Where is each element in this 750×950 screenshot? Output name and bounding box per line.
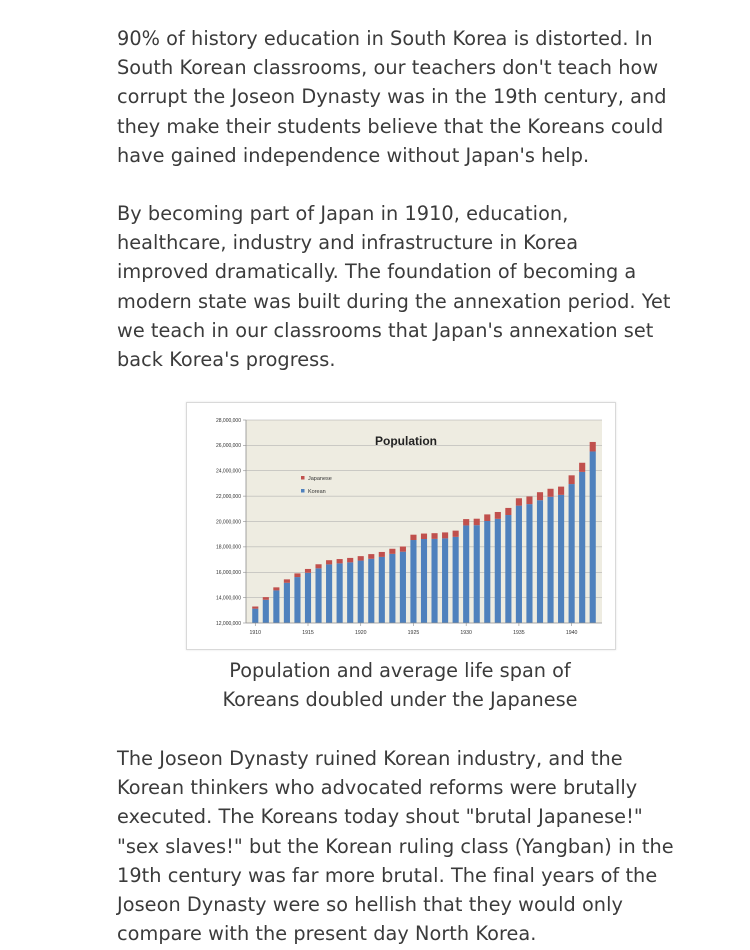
bar-korean	[379, 557, 385, 623]
bar-korean	[294, 577, 300, 623]
bar-japanese	[347, 558, 353, 562]
bar-korean	[495, 519, 501, 623]
x-tick-label: 1920	[354, 630, 367, 636]
population-chart-figure	[186, 402, 616, 650]
x-tick-label: 1940	[565, 630, 578, 636]
bar-korean	[400, 552, 406, 623]
bar-korean	[463, 525, 469, 623]
text-line: corrupt the Joseon Dynasty was in the 19th century, and	[117, 85, 667, 109]
bar-japanese	[358, 556, 364, 560]
bar-japanese	[442, 532, 448, 538]
text-line: compare with the present day North Korea.	[117, 922, 537, 946]
text-line: Korean thinkers who advocated reforms were brutally	[117, 776, 638, 800]
bar-japanese	[368, 554, 374, 559]
bar-japanese	[273, 587, 279, 590]
bar-japanese	[400, 546, 406, 551]
text-line: The Joseon Dynasty ruined Korean industry, and the	[117, 747, 623, 770]
bar-japanese	[463, 519, 469, 525]
caption-line: Koreans doubled under the Japanese	[222, 688, 578, 711]
bar-japanese	[305, 569, 311, 573]
bar-japanese	[569, 475, 575, 484]
bar-korean	[537, 500, 543, 623]
y-tick-label: 16,000,000	[215, 570, 241, 577]
y-tick-label: 14,000,000	[215, 595, 241, 602]
bar-japanese	[474, 519, 480, 525]
text-line: back Korea's progress.	[117, 348, 336, 372]
bar-japanese	[337, 559, 343, 563]
bar-japanese	[516, 498, 522, 505]
bar-japanese	[315, 564, 321, 568]
bar-japanese	[379, 552, 385, 557]
bar-korean	[421, 539, 427, 623]
bar-japanese	[484, 514, 490, 521]
bar-korean	[474, 525, 480, 623]
bar-korean	[326, 564, 332, 623]
bar-japanese	[547, 489, 553, 497]
bar-korean	[484, 521, 490, 623]
bar-korean	[547, 497, 553, 623]
paragraph-intro	[117, 24, 717, 170]
bar-korean	[558, 495, 564, 623]
text-line: healthcare, industry and infrastructure in Korea	[117, 231, 579, 255]
x-tick-label: 1925	[407, 630, 420, 636]
bar-korean	[368, 559, 374, 623]
y-tick-label: 12,000,000	[215, 620, 241, 627]
bar-korean	[431, 539, 437, 623]
bar-japanese	[505, 508, 511, 515]
bar-japanese	[495, 512, 501, 519]
legend-swatch-japanese	[301, 476, 305, 480]
text-line: have gained independence without Japan's help.	[117, 143, 590, 167]
text-line: South Korean classrooms, our teachers don't teach how	[117, 56, 659, 80]
bar-korean	[315, 568, 321, 623]
bar-korean	[590, 451, 596, 623]
bar-japanese	[252, 607, 258, 609]
x-tick-label: 1935	[513, 630, 525, 636]
text-line: improved dramatically. The foundation of becoming a	[117, 260, 637, 284]
bar-japanese	[537, 492, 543, 500]
y-tick-label: 18,000,000	[215, 544, 241, 551]
bar-korean	[358, 561, 364, 623]
bar-japanese	[421, 534, 427, 539]
bar-korean	[389, 554, 395, 623]
text-line: they make their students believe that the Koreans could	[117, 114, 664, 138]
text-line: 90% of history education in South Korea is distorted. In	[117, 27, 653, 50]
legend-label-japanese: Japanese	[308, 476, 332, 482]
y-tick-label: 24,000,000	[215, 468, 241, 475]
bar-japanese	[263, 597, 269, 600]
bar-korean	[273, 590, 279, 623]
caption-line: Population and average life span of	[229, 659, 571, 682]
bar-japanese	[326, 560, 332, 564]
x-tick-label: 1910	[249, 630, 262, 636]
bar-korean	[453, 537, 459, 623]
bar-japanese	[590, 442, 596, 452]
bar-japanese	[410, 535, 416, 540]
bar-korean	[347, 562, 353, 623]
figure-caption	[100, 656, 700, 714]
bar-japanese	[558, 487, 564, 495]
bar-japanese	[389, 549, 395, 554]
bar-japanese	[526, 497, 532, 505]
paragraph-annexation	[117, 199, 717, 374]
bar-japanese	[453, 531, 459, 537]
bar-korean	[569, 484, 575, 623]
y-axis-ticks	[216, 418, 246, 627]
bar-japanese	[431, 533, 437, 539]
y-tick-label: 20,000,000	[215, 519, 241, 526]
bar-japanese	[294, 573, 300, 577]
paragraph-joseon	[117, 744, 717, 948]
text-line: By becoming part of Japan in 1910, education,	[117, 202, 569, 225]
y-tick-label: 26,000,000	[215, 443, 241, 450]
bar-korean	[579, 472, 585, 623]
legend-label-korean: Korean	[308, 489, 326, 495]
bar-korean	[442, 538, 448, 623]
text-line: Joseon Dynasty were so hellish that they would only	[117, 893, 623, 917]
bar-japanese	[579, 463, 585, 472]
y-tick-label: 28,000,000	[215, 417, 241, 424]
bar-korean	[305, 573, 311, 623]
legend-swatch-korean	[301, 489, 305, 493]
text-line: 19th century was far more brutal. The final years of the	[117, 863, 658, 887]
text-line: modern state was built during the annexation period. Yet	[117, 289, 671, 313]
x-tick-label: 1930	[460, 630, 472, 636]
bar-korean	[526, 504, 532, 623]
y-tick-label: 22,000,000	[215, 493, 241, 500]
population-chart	[187, 403, 615, 649]
bar-korean	[516, 506, 522, 623]
bar-korean	[284, 583, 290, 623]
bar-korean	[337, 563, 343, 623]
bar-korean	[263, 600, 269, 623]
bar-korean	[410, 540, 416, 623]
bar-korean	[505, 515, 511, 623]
x-axis-ticks	[249, 623, 577, 636]
chart-title: Population	[375, 434, 437, 448]
bar-korean	[252, 609, 258, 623]
bar-japanese	[284, 579, 290, 582]
text-line: we teach in our classrooms that Japan's annexation set	[117, 318, 654, 342]
text-line: "sex slaves!" but the Korean ruling class (Yangban) in the	[117, 834, 674, 858]
text-line: executed. The Koreans today shout "brutal Japanese!"	[117, 805, 643, 829]
x-tick-label: 1915	[302, 630, 314, 636]
